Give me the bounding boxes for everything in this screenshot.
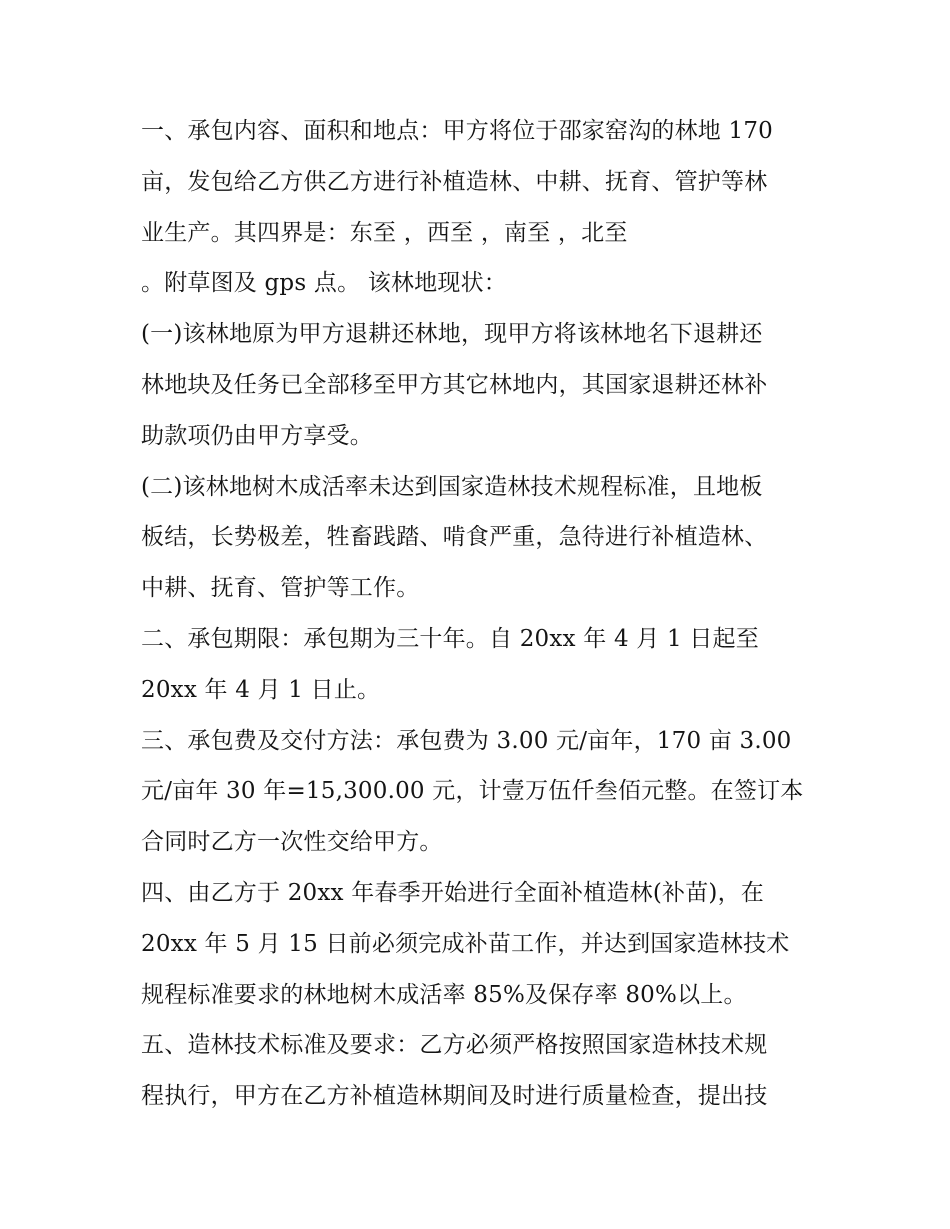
text-line: 林地块及任务已全部移至甲方其它林地内，其国家退耕还林补 <box>141 371 768 398</box>
text-line: 中耕、抚育、管护等工作。 <box>141 575 420 602</box>
text-line: 助款项仍由甲方享受。 <box>141 422 373 449</box>
text-line: 三、承包费及交付方法：承包费为 3.00 元/亩年，170 亩 3.00 <box>141 727 792 754</box>
text-line: 板结，长势极差，牲畜践踏、啃食严重，急待进行补植造林、 <box>141 524 768 551</box>
text-line: (一)该林地原为甲方退耕还林地，现甲方将该林地名下退耕还 <box>141 321 763 348</box>
text-line: 。附草图及 gps 点。 该林地现状： <box>141 270 507 297</box>
text-line: 元/亩年 30 年=15,300.00 元，计壹万伍仟叁佰元整。在签订本 <box>141 778 804 805</box>
text-line: 合同时乙方一次性交给甲方。 <box>141 829 443 856</box>
text-line: 五、造林技术标准及要求：乙方必须严格按照国家造林技术规 <box>141 1032 768 1059</box>
text-line: 20xx 年 4 月 1 日止。 <box>141 676 381 703</box>
text-line: (二)该林地树木成活率未达到国家造林技术规程标准，且地板 <box>141 473 763 500</box>
document-body <box>141 106 816 1122</box>
text-line: 20xx 年 5 月 15 日前必须完成补苗工作，并达到国家造林技术 <box>141 930 790 957</box>
text-line: 一、承包内容、面积和地点：甲方将位于邵家窑沟的林地 170 <box>141 118 774 144</box>
text-line: 业生产。其四界是：东至 ，西至 ，南至 ，北至 <box>141 219 628 246</box>
text-line: 程执行，甲方在乙方补植造林期间及时进行质量检查，提出技 <box>141 1083 768 1110</box>
text-line: 亩，发包给乙方供乙方进行补植造林、中耕、抚育、管护等林 <box>141 168 768 195</box>
text-line: 规程标准要求的林地树木成活率 85%及保存率 80%以上。 <box>141 981 747 1008</box>
text-line: 四、由乙方于 20xx 年春季开始进行全面补植造林(补苗)，在 <box>141 879 764 906</box>
text-line: 二、承包期限：承包期为三十年。自 20xx 年 4 月 1 日起至 <box>141 625 759 652</box>
